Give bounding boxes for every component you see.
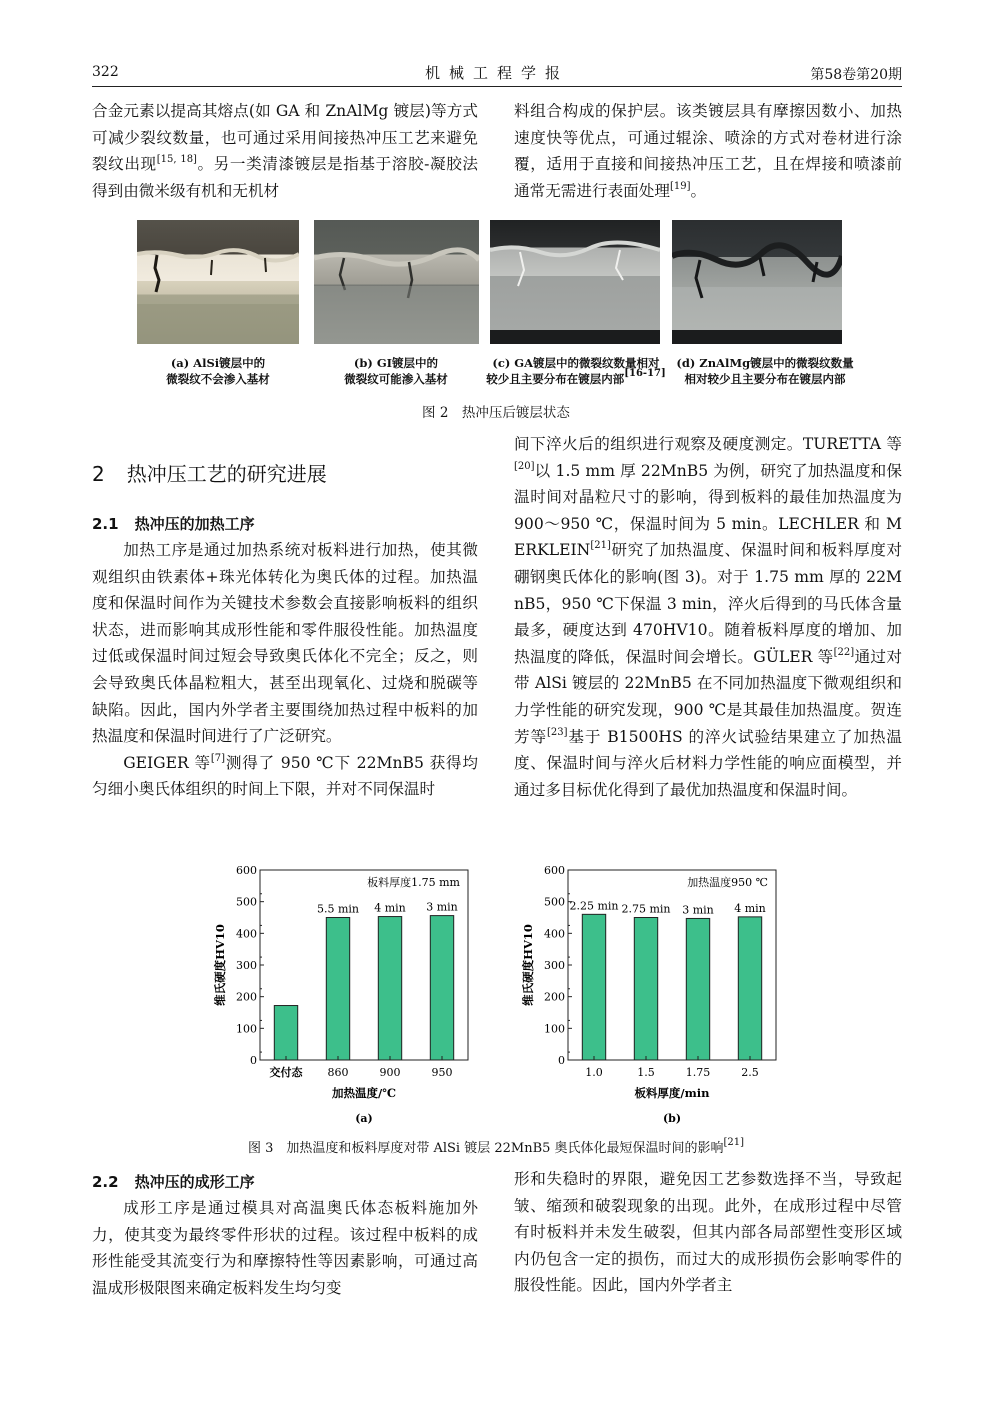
y-tick-label: 500 [544,895,565,909]
y-tick-label: 100 [544,1022,565,1036]
bar-data-label: 3 min [682,903,714,917]
y-tick-label: 600 [236,864,257,877]
y-tick-label: 300 [236,959,257,972]
bottom-left-paragraph: 成形工序是通过模具对高温奥氏体态板料施加外力，使其变为最终零件形状的过程。该过程中板料的成形性能受其流变行为和摩擦特性等因素影响，可通过高温成形极限图来确定板料发生均匀变 [92,1199,478,1297]
micrograph-d [672,220,842,344]
citation: [7] [210,752,226,764]
y-tick-label: 400 [236,927,257,941]
bar [738,917,761,1060]
right-column-body: 间下淬火后的组织进行观察及硬度测定。TURETTA 等[20]以 1.5 mm 厚 22MnB5 为例，研究了加热温度和保温时间对晶粒尺寸的影响，得到板料的最佳加热温度为 900～950 ℃，保温时间为 5 min。LECHLER 和 MERKLEIN[21]研究了加热温度、保温时间和板料厚度对硼钢奥氏体化的影响(图 3)。对于 1.75 mm 厚的 22MnB5，950 ℃下保温 3 min，淬火后得到的马氏体含量最多，硬度达到 470HV10。随着板料厚度的增加、加热温度的降低，保温时间会增长。GÜLER 等[22]通过对带 AlSi 镀层的 22MnB5 在不同加热温度下微观组织和力学性能的研究发现，900 ℃是其最佳加热温度。贺连芳等[23]基于 B1500HS 的淬火试验结果建立了加热温度、保温时间与淬火后材料力学性能的响应面模型，并通过多目标优化得到了最优加热温度和保温时间。 [514,435,902,799]
hardness-vs-temperature-chart [206,858,496,1128]
x-tick-label: 1.5 [637,1066,655,1079]
left-column-body: 加热工序是通过加热系统对板料进行加热，使其微观组织由铁素体+珠光体转化为奥氏体的过程。加热温度和保温时间作为关键技术参数会直接影响板料的组织状态，进而影响其成形性能和零件服役性能。加热温度过低或保温时间过短会导致奥氏体化不完全；反之，则会导致奥氏体晶粒粗大，甚至出现氧化、过烧和脱碳等缺陷。因此，国内外学者主要围绕加热过程中板料的加热温度和保温时间进行了广泛研究。 GEIGER 等[7]测得了 950 ℃下 22MnB5 获得均匀细小奥氏体组织的时间上下限，并对不同保温时 [92,541,478,799]
x-tick-label: 2.5 [741,1066,759,1079]
x-axis-label: 板料厚度/min [634,1086,710,1100]
figure2-subcaption-d: (d) ZnAlMg镀层中的微裂纹数量 相对较少且主要分布在镀层内部 [676,356,854,386]
bar [582,914,605,1060]
header-rule [92,86,902,87]
running-header [92,62,902,86]
figure2-subcaption-c: (c) GA镀层中的微裂纹数量相对 较少且主要分布在镀层内部[16-17] [486,356,666,386]
y-tick-label: 100 [236,1022,257,1036]
bar-data-label: 3 min [426,900,458,914]
bar-data-label: 2.25 min [569,899,619,913]
bar-data-label: 4 min [734,901,766,915]
section-heading: 2 热冲压工艺的研究进展 [92,462,327,486]
citation: [19] [669,180,691,192]
top-right-paragraph: 料组合构成的保护层。该类镀层具有摩擦因数小、加热速度快等优点，可通过辊涂、喷涂的方式对卷材进行涂覆，适用于直接和间接热冲压工艺，且在焊接和喷漆前通常无需进行表面处理[19]。 [514,102,902,200]
top-left-paragraph: 合金元素以提高其熔点(如 GA 和 ZnAlMg 镀层)等方式可减少裂纹数量，也可通过采用间接热冲压工艺来避免裂纹出现[15, 18]。另一类清漆镀层是指基于溶胶-凝胶法得到由微米级有机和无机材 [92,102,478,200]
bar-data-label: 4 min [374,901,406,915]
y-tick-label: 200 [236,990,257,1004]
journal-title: 机械工程学报 [424,64,569,82]
bar-data-label: 5.5 min [316,902,360,916]
y-tick-label: 300 [544,959,565,972]
subsection-heading-2-1: 2.1 热冲压的加热工序 [92,515,255,533]
hardness-vs-thickness-chart [514,858,804,1128]
x-axis-label: 加热温度/℃ [332,1086,396,1100]
y-tick-label: 500 [236,895,257,909]
bar [430,916,453,1060]
micrograph-a [137,220,299,344]
bar-data-label: 2.75 min [621,902,671,916]
micrograph-b [314,220,479,344]
chart-sublabel: (b) [662,1112,682,1125]
x-tick-label: 860 [327,1066,349,1079]
micrograph-c [490,220,660,344]
y-tick-label: 400 [544,927,565,941]
citation: [15, 18] [156,154,197,166]
y-axis-label: 维氏硬度HV10 [521,924,535,1006]
x-tick-label: 900 [379,1066,401,1079]
x-tick-label: 1.0 [585,1066,603,1079]
bottom-right-paragraph: 形和失稳时的界限，避免因工艺参数选择不当，导致起皱、缩颈和破裂现象的出现。此外，在成形过程中尽管有时板料并未发生破裂，但其内部各局部塑性变形区域内仍包含一定的损伤，而过大的成形损伤会影响零件的服役性能。因此，国内外学者主 [514,1170,902,1295]
x-tick-label: 1.75 [685,1066,711,1079]
bar [378,917,401,1060]
figure3-caption: 图 3 加热温度和板料厚度对带 AlSi 镀层 22MnB5 奥氏体化最短保温时间的影响[21] [247,1137,745,1156]
bar [686,918,709,1060]
bar [326,918,349,1061]
y-tick-label: 600 [544,864,565,877]
chart-title: 板料厚度1.75 mm [367,876,460,889]
bar [634,918,657,1061]
y-tick-label: 0 [250,1054,257,1067]
figure2-subcaption-a: (a) AlSi镀层中的 微裂纹不会渗入基材 [166,356,270,386]
bar [274,1006,297,1060]
y-axis-label: 维氏硬度HV10 [213,924,227,1006]
x-tick-label: 交付态 [269,1066,303,1079]
page-number: 322 [92,64,119,80]
subsection-heading-2-2: 2.2 热冲压的成形工序 [92,1173,255,1191]
figure2-caption: 图 2 热冲压后镀层状态 [422,405,570,421]
chart-title: 加热温度950 ℃ [687,876,768,889]
chart-sublabel: (a) [355,1112,373,1125]
figure2-subcaption-b: (b) GI镀层中的 微裂纹可能渗入基材 [344,356,448,386]
x-tick-label: 950 [431,1066,453,1079]
volume-issue: 第58卷第20期 [810,67,902,83]
y-tick-label: 0 [558,1054,565,1067]
y-tick-label: 200 [544,990,565,1004]
